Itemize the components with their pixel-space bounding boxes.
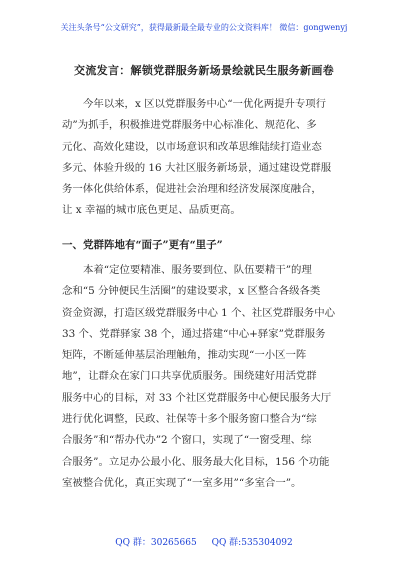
paragraph-line: 33 个、党群驿家 38 个，通过搭建“中心+驿家”党群服务 — [62, 327, 326, 340]
paragraph-line: 进行优化调整，民政、社保等十多个服务窗口整合为“综 — [62, 413, 317, 426]
paragraph-line: 矩阵，不断延伸基层治理触角，推动实现“一小区一阵 — [62, 349, 307, 362]
paragraph-line: 念和“5 分钟便民生活圈”的建设要求，x 区整合各级各类 — [62, 285, 321, 298]
paragraph-line: 务一体化供给体系，促进社会治理和经济发展深度融合， — [62, 183, 322, 196]
paragraph-line: 今年以来，x 区以党群服务中心“一优化两提升专项行 — [83, 98, 327, 110]
paragraph-line: 多元、体验升级的 16 大社区服务新场景，通过建设党群服 — [62, 161, 332, 174]
section-heading: 一、党群阵地有“面子”更有“里子” — [62, 239, 223, 251]
paragraph-line: 元化、高效化建设，以市场意识和改革思维陆续打造业态 — [62, 140, 322, 153]
paragraph-line: 合服务”和“帮办代办”2 个窗口，实现了“一窗受理、综 — [62, 434, 312, 447]
paragraph-line: 室被整合优化，真正实现了“一室多用”“多室合一”。 — [62, 476, 302, 489]
paragraph-line: 服务中心的目标，对 33 个社区党群服务中心便民服务大厅 — [62, 391, 332, 404]
document-title: 交流发言：解锁党群服务新场景绘就民生服务新画卷 — [74, 64, 334, 77]
qq-group-2: QQ 群:535304092 — [211, 538, 293, 548]
paragraph-line: 动”为抓手，积极推进党群服务中心标准化、规范化、多 — [62, 119, 317, 132]
paragraph-section-one — [62, 260, 352, 494]
paragraph-line: 资金资源，打造区级党群服务中心 1 个、社区党群服务中心 — [62, 306, 335, 319]
paragraph-line: 让 x 幸福的城市底色更足、品质更高。 — [62, 204, 241, 217]
qq-group-1: QQ 群：30265665 — [115, 538, 197, 548]
paragraph-intro — [62, 94, 352, 222]
footer-contact — [0, 535, 408, 548]
header-banner: 关注头条号“公文研究”，获得最新最全最专业的公文资料库！ 微信：gongwenyj — [60, 23, 348, 32]
paragraph-line: 地”，让群众在家门口共享优质服务。围绕建好用活党群 — [62, 370, 317, 383]
paragraph-line: 合服务”。立足办公最小化、服务最大化目标，156 个功能 — [62, 455, 330, 468]
paragraph-line: 本着“定位要精准、服务要到位、队伍要精干”的理 — [83, 264, 312, 276]
